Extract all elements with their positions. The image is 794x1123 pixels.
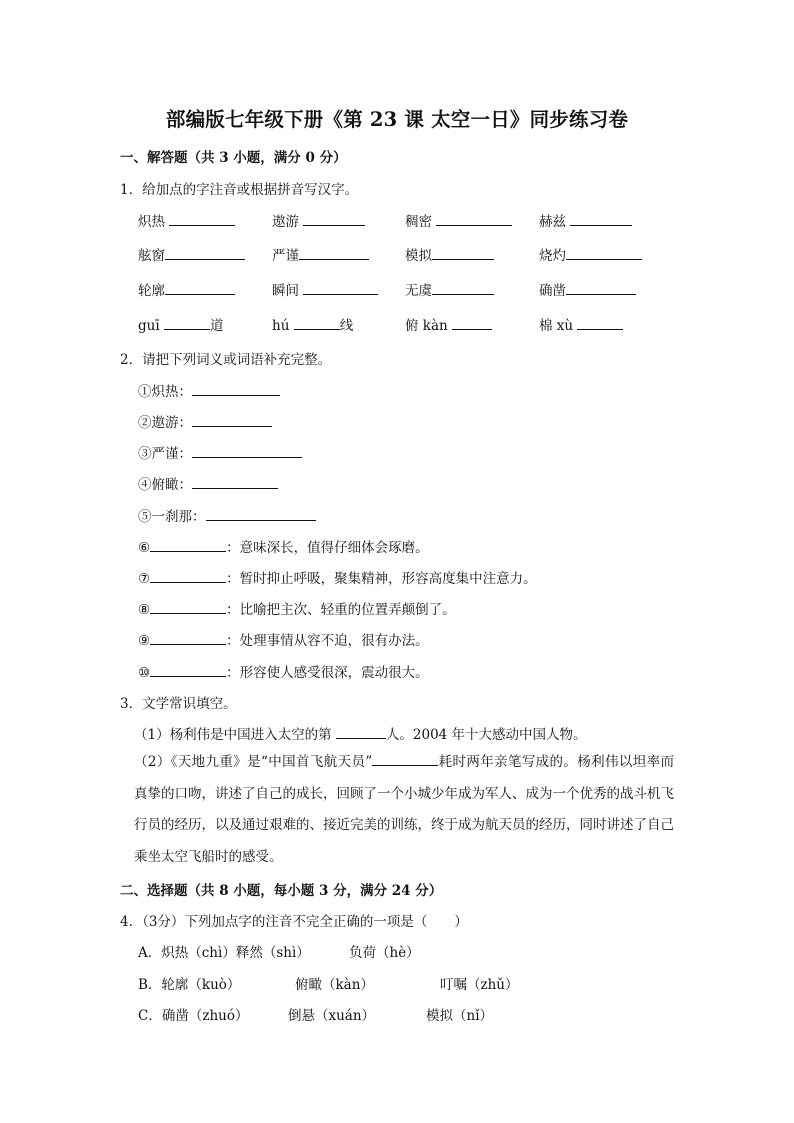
q1-pinyin-item [272, 314, 353, 334]
answer-blank[interactable] [192, 443, 302, 458]
pinyin-prompt: 俯 kàn [405, 318, 448, 334]
option-text: A．炽热（chì）释然（shì） [138, 945, 310, 961]
answer-blank[interactable] [432, 280, 494, 295]
q3-text: （1）杨利伟是中国进入太空的第 [134, 727, 336, 743]
answer-blank[interactable] [169, 211, 235, 226]
answer-blank[interactable] [452, 315, 492, 330]
q2-word-item [138, 411, 272, 431]
section-1-heading: 一、解答题（共 3 小题，满分 0 分） [120, 150, 347, 166]
q3-part-1 [134, 723, 587, 743]
q1-word: 稠密 [405, 214, 432, 230]
q1-pinyin-item [138, 314, 223, 334]
definition-text: ：意味深长，值得仔细体会琢磨。 [226, 540, 429, 556]
answer-blank[interactable] [165, 280, 235, 295]
option-text: C．确凿（zhuó） [138, 1008, 249, 1024]
q1-item [138, 279, 235, 299]
pinyin-prompt: hú [272, 318, 290, 334]
q1-word: 舷窗 [138, 248, 165, 264]
q2-word-item [138, 473, 278, 493]
option-text: 负荷（hè） [349, 945, 420, 961]
option-text: B．轮廓（kuò） [138, 977, 241, 993]
q1-word: 炽热 [138, 214, 165, 230]
question-1-stem: 1．给加点的字注音或根据拼音写汉字。 [120, 182, 359, 198]
q2-word-item [138, 442, 302, 462]
answer-blank[interactable] [165, 245, 245, 260]
answer-blank[interactable] [192, 474, 278, 489]
item-number: ⑦ [138, 571, 151, 587]
q1-word: 赫兹 [539, 214, 566, 230]
item-number: ⑨ [138, 633, 151, 649]
option-text: 俯瞰（kàn） [295, 977, 374, 993]
q1-item [138, 210, 235, 230]
answer-blank[interactable] [570, 211, 632, 226]
answer-blank[interactable] [164, 315, 210, 330]
question-4-stem: 4．（3分）下列加点字的注音不完全正确的一项是（ ） [120, 914, 468, 930]
item-number: ⑩ [138, 665, 151, 681]
q1-word: 确凿 [539, 283, 566, 299]
answer-blank[interactable] [294, 315, 340, 330]
q1-item [405, 210, 512, 230]
q2-word: ②遨游： [138, 415, 192, 431]
definition-text: ：处理事情从容不迫，很有办法。 [226, 633, 429, 649]
answer-blank[interactable] [436, 211, 512, 226]
q1-item [272, 244, 369, 264]
q1-item [539, 244, 642, 264]
answer-blank[interactable] [150, 568, 226, 583]
q2-def-item [138, 661, 429, 681]
answer-blank[interactable] [432, 245, 494, 260]
answer-blank[interactable] [336, 724, 386, 739]
definition-text: ：形容使人感受很深，震动很大。 [226, 665, 429, 681]
q1-item [405, 244, 494, 264]
q1-word: 严谨 [272, 248, 299, 264]
q1-item [272, 210, 365, 230]
q1-item [539, 279, 636, 299]
q1-item [272, 279, 378, 299]
q2-word: ①炽热： [138, 384, 192, 400]
q1-item [138, 244, 245, 264]
option-text: 叮嘱（zhǔ） [440, 977, 519, 993]
q1-word: 遨游 [272, 214, 299, 230]
page-title: 部编版七年级下册《第 23 课 太空一日》同步练习卷 [165, 108, 629, 131]
option-text: 倒悬（xuán） [288, 1008, 376, 1024]
q1-word: 烧灼 [539, 248, 566, 264]
answer-blank[interactable] [566, 280, 636, 295]
answer-blank[interactable] [577, 315, 623, 330]
answer-blank[interactable] [150, 537, 226, 552]
pinyin-prompt: guī [138, 318, 160, 334]
pinyin-prompt: 棉 xù [539, 318, 574, 334]
q1-word: 模拟 [405, 248, 432, 264]
section-2-heading: 二、选择题（共 8 小题，每小题 3 分，满分 24 分） [120, 883, 443, 899]
answer-blank[interactable] [206, 506, 316, 521]
question-3-stem: 3．文学常识填空。 [120, 696, 237, 712]
item-number: ⑥ [138, 540, 151, 556]
q2-word-item [138, 505, 316, 525]
q1-word: 瞬间 [272, 283, 299, 299]
answer-blank[interactable] [150, 599, 226, 614]
q1-pinyin-item [539, 314, 623, 334]
answer-blank[interactable] [303, 280, 378, 295]
q3-part-2 [134, 747, 674, 873]
q3-text: （2）《天地九重》是“中国首飞航天员” [134, 754, 373, 770]
q1-item [405, 279, 494, 299]
answer-blank[interactable] [566, 245, 642, 260]
q2-word: ⑤一刹那： [138, 509, 206, 525]
option-text: 模拟（nǐ） [426, 1008, 494, 1024]
answer-blank[interactable] [150, 630, 226, 645]
q1-pinyin-item [405, 314, 492, 334]
definition-text: ：比喻把主次、轻重的位置弄颠倒了。 [226, 602, 456, 618]
q1-word: 无虞 [405, 283, 432, 299]
q1-word: 轮廓 [138, 283, 165, 299]
q2-def-item [138, 629, 429, 649]
item-number: ⑧ [138, 602, 151, 618]
pinyin-suffix: 道 [209, 318, 224, 334]
answer-blank[interactable] [192, 412, 272, 427]
q2-word: ③严谨： [138, 446, 192, 462]
q3-text: 人。2004 年十大感动中国人物。 [385, 727, 587, 743]
pinyin-suffix: 线 [339, 318, 354, 334]
answer-blank[interactable] [150, 662, 226, 677]
definition-text: ：暂时抑止呼吸，聚集精神，形容高度集中注意力。 [226, 571, 537, 587]
q3-text: 耗时两年亲笔写成的。杨利伟以坦率而真挚的口吻，讲述了自己的成长，回顾了一个小城少年成为军人、成为一个优秀的战斗机飞行员的经历，以及通过艰难的、接近完美的训练，终于成为航天员的经历，同时讲述了自己乘坐太空飞船时的感受。 [134, 754, 674, 865]
q2-word: ④俯瞰： [138, 477, 192, 493]
q2-def-item [138, 598, 456, 618]
answer-blank[interactable] [372, 751, 438, 766]
answer-blank[interactable] [303, 211, 365, 226]
q1-item [539, 210, 632, 230]
q2-def-item [138, 567, 537, 587]
q2-word-item [138, 380, 280, 400]
q2-def-item [138, 536, 429, 556]
question-2-stem: 2．请把下列词义或词语补充完整。 [120, 352, 332, 368]
answer-blank[interactable] [192, 381, 280, 396]
answer-blank[interactable] [299, 245, 369, 260]
